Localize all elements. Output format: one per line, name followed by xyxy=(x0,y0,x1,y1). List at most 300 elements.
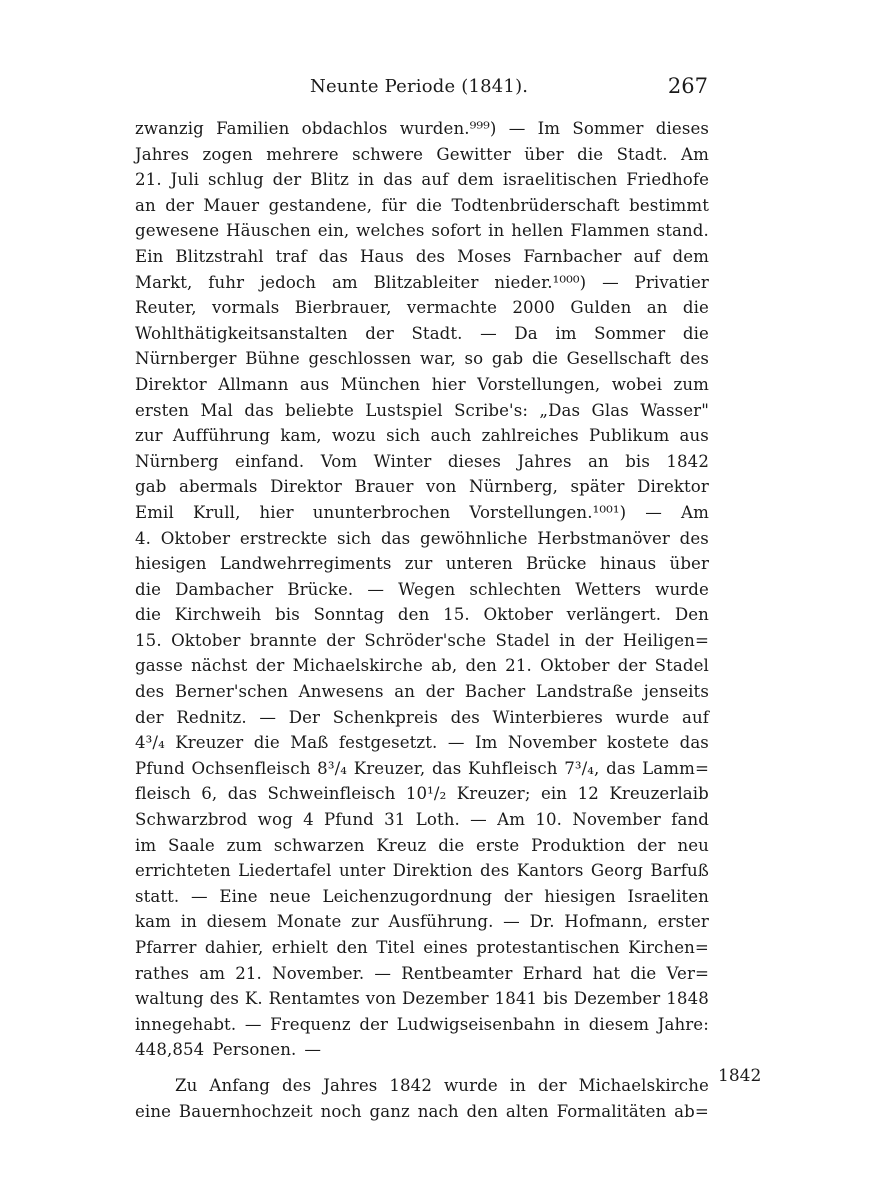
word: zum xyxy=(673,374,709,394)
paragraph-gap xyxy=(135,1063,709,1073)
text-line xyxy=(135,321,709,347)
word: den xyxy=(336,938,368,957)
text-line xyxy=(135,705,709,731)
word: die xyxy=(438,835,465,855)
word: das xyxy=(606,758,636,778)
word: Kreuz xyxy=(376,835,427,855)
word: an xyxy=(587,451,609,471)
word: 4 xyxy=(303,810,314,830)
word: 10. xyxy=(535,810,563,830)
word: — xyxy=(470,810,487,830)
word: Moses xyxy=(457,246,512,266)
text-line xyxy=(135,833,709,859)
word: Barfuß xyxy=(650,861,709,881)
word: bis xyxy=(543,989,568,1009)
word: zwanzig xyxy=(135,119,204,138)
text-line xyxy=(135,218,709,244)
word: Erhard xyxy=(522,963,583,983)
word: Am xyxy=(681,502,709,522)
word: erhielt xyxy=(271,938,328,957)
word: Publikum xyxy=(588,426,670,446)
word: der xyxy=(359,1014,389,1034)
word: Familien xyxy=(216,119,290,138)
word: in xyxy=(509,1075,526,1095)
word: zur xyxy=(404,554,433,574)
word: Ausführung. xyxy=(388,912,494,932)
word: auf xyxy=(633,246,661,266)
text-line xyxy=(135,961,709,987)
word: des xyxy=(415,246,446,266)
word: innegehabt. xyxy=(135,1014,237,1034)
text-line xyxy=(135,730,709,756)
word: sofort xyxy=(431,221,482,241)
text-line xyxy=(135,1037,709,1063)
word: kam, xyxy=(280,426,322,446)
word: im xyxy=(555,323,577,343)
word: Blitz xyxy=(310,170,350,190)
word: dahier, xyxy=(204,938,264,957)
word: Farnbacher xyxy=(523,246,622,266)
word: Georg xyxy=(590,861,644,881)
word: einfand. xyxy=(235,451,305,471)
word: Liedertafel xyxy=(238,861,332,881)
word: Landwehrregiments xyxy=(219,554,392,574)
word: der xyxy=(365,323,394,343)
word: — xyxy=(645,502,662,522)
word: sich xyxy=(337,528,372,548)
word: kam xyxy=(135,912,171,932)
word: Monate xyxy=(276,912,342,932)
word: den xyxy=(397,605,430,625)
word: das xyxy=(244,400,274,420)
word: welches xyxy=(356,221,425,241)
word: Stadel xyxy=(654,656,709,676)
word: — xyxy=(480,323,497,343)
word: beliebte xyxy=(285,400,354,420)
word: über xyxy=(669,554,709,574)
word: Nürnberg, xyxy=(468,477,558,497)
word: verlängert. xyxy=(566,605,662,625)
word: Schröder'sche xyxy=(364,630,487,650)
word: zum xyxy=(226,835,263,855)
word: vermachte xyxy=(406,298,497,318)
word: brannte xyxy=(249,630,317,650)
text-line xyxy=(135,1073,709,1099)
word: 7³/₄, xyxy=(564,758,600,778)
word: ersten xyxy=(135,400,190,420)
word: Landstraße xyxy=(535,682,634,702)
word: Reuter, xyxy=(135,298,197,318)
word: in xyxy=(180,912,197,932)
text-line xyxy=(135,270,709,296)
word: traf xyxy=(275,246,307,266)
word: des xyxy=(679,528,709,548)
text-line xyxy=(135,756,709,782)
word: Maß xyxy=(290,733,329,753)
text-line xyxy=(135,244,709,270)
word: erster xyxy=(657,912,709,932)
word: hier xyxy=(259,502,294,522)
text-line xyxy=(135,986,709,1012)
word: Winter xyxy=(373,451,432,471)
word: Jahre: xyxy=(657,1014,709,1034)
word: Gewitter xyxy=(436,144,511,164)
word: Dezember xyxy=(402,989,489,1009)
word: 12 xyxy=(577,784,599,804)
text-line xyxy=(135,423,709,449)
word: eine xyxy=(135,1101,172,1121)
word: Kuhfleisch xyxy=(468,758,558,778)
word: fand xyxy=(671,810,709,830)
word: — xyxy=(447,733,465,753)
word: Berner'schen xyxy=(174,682,289,702)
word: Sonntag xyxy=(313,605,385,625)
word: an xyxy=(646,298,668,318)
word: jedoch xyxy=(259,272,317,292)
word: K. xyxy=(244,989,263,1009)
word: Am xyxy=(497,810,526,830)
word: Blitzableiter xyxy=(373,272,479,292)
text-line xyxy=(135,167,709,193)
word: gasse xyxy=(135,656,183,676)
word: Emil xyxy=(135,502,174,522)
word: 6, xyxy=(201,784,218,804)
word: Juli xyxy=(170,170,200,190)
word: dem xyxy=(457,170,494,190)
word: 15. xyxy=(135,630,162,650)
word: Friedhofe xyxy=(626,170,709,190)
word: der xyxy=(326,630,355,650)
word: Blitzstrahl xyxy=(175,246,264,266)
word: das xyxy=(380,528,411,548)
word: Glas xyxy=(591,400,629,420)
word: Kreuzer, xyxy=(353,758,426,778)
word: Produktion xyxy=(531,835,626,855)
word: des xyxy=(209,989,239,1009)
word: 21. xyxy=(135,170,162,190)
word: schwarzen xyxy=(273,835,365,855)
word: gab xyxy=(491,349,524,369)
word: Wegen xyxy=(398,579,456,599)
word: errichteten xyxy=(135,861,231,881)
word: erste xyxy=(476,835,520,855)
word: Direktor xyxy=(135,374,207,394)
margin-note-year: 1842 xyxy=(718,1066,762,1086)
word: am xyxy=(199,963,226,983)
word: Stadt. xyxy=(411,323,463,343)
page-number: 267 xyxy=(667,74,708,98)
word: die xyxy=(416,195,443,215)
word: Ver= xyxy=(666,963,709,983)
word: fuhr xyxy=(208,272,245,292)
word: in xyxy=(559,630,576,650)
word: 15. xyxy=(443,605,470,625)
word: 4. xyxy=(135,528,152,548)
word: Brauer xyxy=(354,477,414,497)
word: — xyxy=(304,1040,322,1060)
word: Pfund xyxy=(324,810,374,830)
word: Oktober xyxy=(160,528,231,548)
word: fleisch xyxy=(135,784,191,804)
word: wurde xyxy=(615,707,670,727)
text-line xyxy=(135,884,709,910)
word: dieses xyxy=(655,119,709,138)
text-line xyxy=(135,935,709,961)
text-line xyxy=(135,346,709,372)
word: der xyxy=(584,630,614,650)
word: nieder.¹⁰⁰⁰) xyxy=(494,272,587,292)
word: obdachlos xyxy=(301,119,388,138)
word: israelitischen xyxy=(502,170,618,190)
word: wobei xyxy=(611,374,663,394)
word: hiesigen xyxy=(135,554,207,574)
word: vormals xyxy=(211,298,280,318)
word: Direktion xyxy=(392,861,473,881)
word: ein xyxy=(540,784,568,804)
word: am xyxy=(331,272,358,292)
word: Häuschen xyxy=(226,221,311,241)
word: schwere xyxy=(352,144,424,164)
word: die xyxy=(135,605,162,625)
text-line xyxy=(135,653,709,679)
text-line xyxy=(135,551,709,577)
word: des xyxy=(480,861,510,881)
word: Im xyxy=(474,733,498,753)
word: Gesellschaft xyxy=(566,349,672,369)
text-line xyxy=(135,500,709,526)
word: — xyxy=(367,579,385,599)
text-line xyxy=(135,858,709,884)
text-line xyxy=(135,526,709,552)
word: das xyxy=(679,733,709,753)
word: Da xyxy=(514,323,538,343)
word: Markt, xyxy=(135,272,193,292)
word: November xyxy=(507,733,597,753)
word: das xyxy=(318,246,348,266)
word: des xyxy=(282,1075,312,1095)
word: auch xyxy=(430,426,472,446)
word: Vom xyxy=(320,451,358,471)
word: Todtenbrüderschaft xyxy=(451,195,620,215)
word: ab, xyxy=(431,656,458,676)
word: 1841 xyxy=(494,989,538,1009)
word: — xyxy=(602,272,619,292)
word: Anwesens xyxy=(298,682,384,702)
word: die xyxy=(531,349,558,369)
word: der xyxy=(617,656,647,676)
word: der xyxy=(537,1075,567,1095)
word: Gulden xyxy=(570,298,632,318)
word: auf xyxy=(681,707,709,727)
word: aus xyxy=(679,426,709,446)
word: alten xyxy=(505,1101,549,1121)
text-line xyxy=(135,449,709,475)
word: Ein xyxy=(135,246,164,266)
word: 1842 xyxy=(389,1075,432,1095)
word: Pfarrer xyxy=(135,938,197,957)
word: Titel xyxy=(376,938,415,957)
word: Leichenzugordnung xyxy=(322,886,493,906)
word: Privatier xyxy=(634,272,709,292)
running-head xyxy=(135,74,708,104)
word: Stadel xyxy=(495,630,550,650)
word: sich xyxy=(386,426,421,446)
word: Bauernhochzeit xyxy=(178,1101,313,1121)
word: Haus xyxy=(359,246,404,266)
word: gestandene, xyxy=(268,195,373,215)
word: Eine xyxy=(219,886,258,906)
word: Dambacher xyxy=(175,579,274,599)
word: das xyxy=(432,758,462,778)
text-line xyxy=(135,372,709,398)
word: Direktor xyxy=(270,477,342,497)
word: 10¹/₂ xyxy=(405,784,447,804)
word: des xyxy=(450,707,480,727)
word: — xyxy=(244,1014,262,1034)
word: Wetters xyxy=(575,579,642,599)
word: Rentbeamter xyxy=(401,963,513,983)
word: gewesene xyxy=(135,221,220,241)
word: Vorstellungen.¹⁰⁰¹) xyxy=(469,502,627,522)
word: an xyxy=(135,195,156,215)
word: über xyxy=(524,144,564,164)
word: nach xyxy=(417,1101,459,1121)
text-line xyxy=(135,909,709,935)
word: noch xyxy=(320,1101,362,1121)
word: gab xyxy=(135,477,167,497)
word: Brücke xyxy=(526,554,587,574)
word: zur xyxy=(135,426,163,446)
word: waltung xyxy=(135,989,204,1009)
word: Aufführung xyxy=(172,426,271,446)
word: neu xyxy=(677,835,709,855)
word: Lamm= xyxy=(642,758,709,778)
word: in xyxy=(488,221,505,241)
word: „Das xyxy=(539,400,581,420)
word: Oktober xyxy=(540,656,610,676)
word: erstreckte xyxy=(239,528,328,548)
word: Im xyxy=(537,119,561,138)
word: bestimmt xyxy=(629,195,709,215)
word: 8³/₄ xyxy=(317,758,348,778)
word: den xyxy=(465,656,497,676)
word: Brücke. xyxy=(287,579,354,599)
word: stand. xyxy=(656,221,709,241)
word: die xyxy=(135,579,162,599)
word: Dezember xyxy=(573,989,661,1009)
text-line xyxy=(135,398,709,424)
text-line xyxy=(135,142,709,168)
word: der xyxy=(272,170,302,190)
word: protestantischen xyxy=(476,938,620,957)
word: an xyxy=(394,682,416,702)
word: 31 xyxy=(384,810,406,830)
word: hat xyxy=(592,963,621,983)
word: der xyxy=(135,707,164,727)
word: Bacher xyxy=(464,682,526,702)
word: Winterbieres xyxy=(492,707,603,727)
word: Saale xyxy=(168,835,215,855)
word: schlug xyxy=(207,170,264,190)
word: Flammen xyxy=(570,221,650,241)
running-title: Neunte Periode (1841). xyxy=(310,76,529,97)
word: Lustspiel xyxy=(365,400,443,420)
word: 1842 xyxy=(666,451,709,471)
word: November xyxy=(572,810,661,830)
word: 21. xyxy=(235,963,262,983)
word: unter xyxy=(338,861,386,881)
word: Personen. xyxy=(212,1040,297,1060)
word: Jahres xyxy=(517,451,572,471)
word: Hofmann, xyxy=(564,912,648,932)
word: Dr. xyxy=(529,912,555,932)
word: wurde xyxy=(655,579,709,599)
text-line xyxy=(135,295,709,321)
word: Mal xyxy=(200,400,233,420)
word: bis xyxy=(625,451,650,471)
word: der xyxy=(255,656,285,676)
word: Schweinfleisch xyxy=(267,784,396,804)
word: zahlreiches xyxy=(481,426,579,446)
word: zur xyxy=(351,912,379,932)
word: Anfang xyxy=(209,1075,271,1095)
word: mehrere xyxy=(266,144,339,164)
word: Der xyxy=(288,707,321,727)
text-line xyxy=(135,807,709,833)
word: geschlossen xyxy=(308,349,412,369)
word: wozu xyxy=(331,426,376,446)
word: gewöhnliche xyxy=(419,528,528,548)
word: kostete xyxy=(606,733,670,753)
word: Krull, xyxy=(192,502,241,522)
word: — xyxy=(508,119,526,138)
word: hellen xyxy=(511,221,564,241)
word: die xyxy=(682,298,709,318)
word: bis xyxy=(275,605,300,625)
word: das xyxy=(227,784,258,804)
text-line xyxy=(135,474,709,500)
text-line xyxy=(135,781,709,807)
word: Stadt. xyxy=(616,144,668,164)
word: 448,854 xyxy=(135,1040,205,1060)
body-text xyxy=(135,116,709,1124)
word: Den xyxy=(674,605,709,625)
word: Wohlthätigkeitsanstalten xyxy=(135,323,348,343)
word: auf xyxy=(421,170,449,190)
word: 1848 xyxy=(666,989,709,1009)
word: ununterbrochen xyxy=(312,502,451,522)
word: Sommer xyxy=(572,119,644,138)
word: 2000 xyxy=(512,298,555,318)
word: neue xyxy=(269,886,311,906)
word: Oktober xyxy=(171,630,241,650)
word: festgesetzt. xyxy=(338,733,438,753)
text-line xyxy=(135,1012,709,1038)
word: Ludwigseisenbahn xyxy=(396,1014,556,1034)
word: Michaelskirche xyxy=(578,1075,709,1095)
word: aus xyxy=(299,374,330,394)
word: Vorstellungen, xyxy=(477,374,601,394)
word: Zu xyxy=(175,1075,198,1095)
word: der xyxy=(636,835,666,855)
word: in xyxy=(563,1014,581,1034)
word: hiesigen xyxy=(544,886,616,906)
word: Pfund xyxy=(135,758,185,778)
word: dem xyxy=(672,246,709,266)
word: München xyxy=(340,374,421,394)
word: für xyxy=(381,195,407,215)
word: November. xyxy=(272,963,365,983)
